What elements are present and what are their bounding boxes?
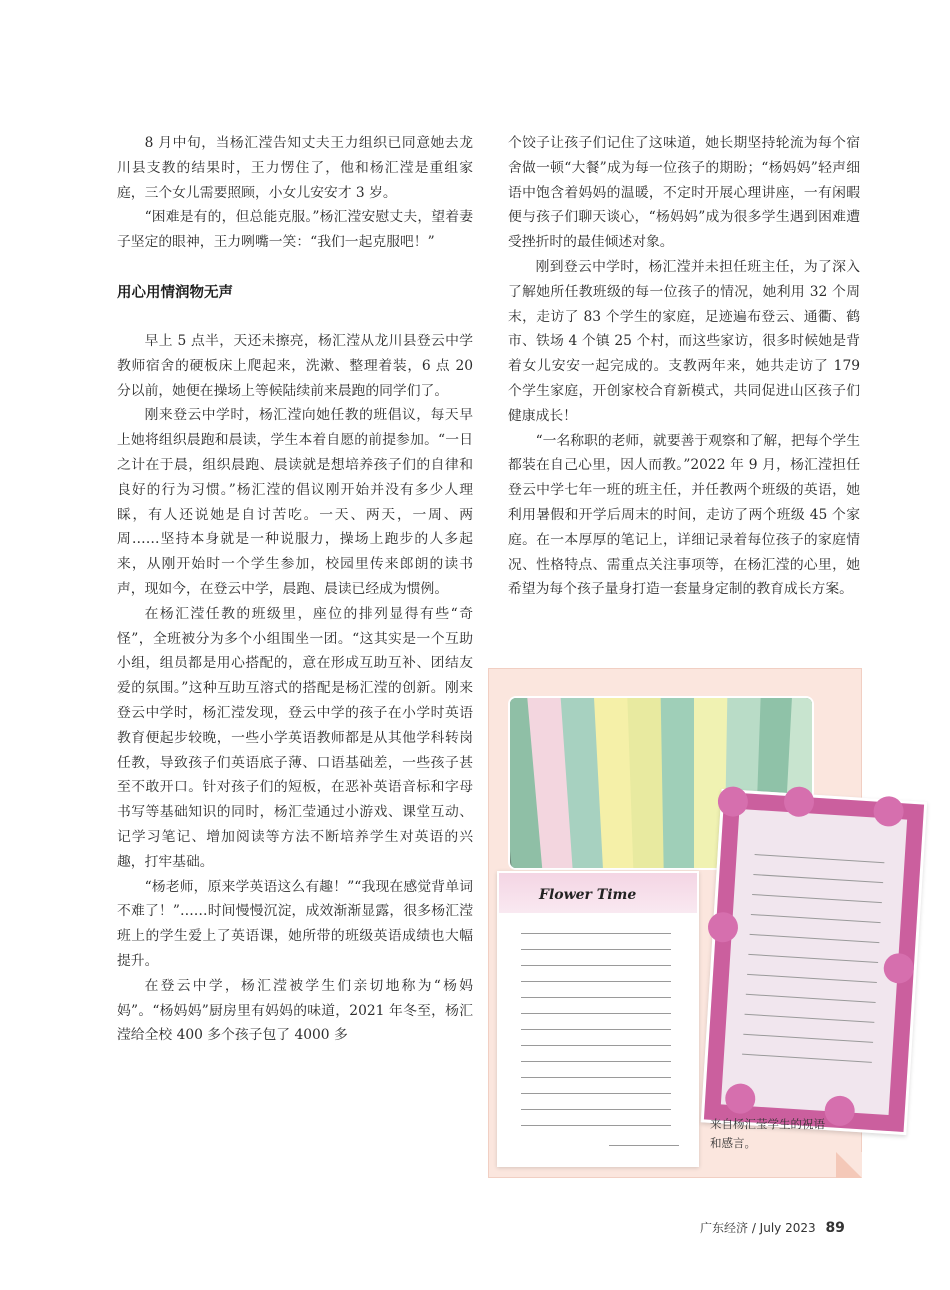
- photo-caption: 来自杨汇莹学生的祝语和感言。: [710, 1117, 825, 1150]
- paragraph: “杨老师，原来学英语这么有趣！”“我现在感觉背单词不难了！”……时间慢慢沉淀，成效渐渐显露，很多杨汇滢班上的学生爱上了英语课，她所带的班级英语成绩也大幅提升。: [117, 878, 473, 969]
- page-footer: [700, 1219, 845, 1236]
- paragraph: 刚来登云中学时，杨汇滢向她任教的班倡议，每天早上她将组织晨跑和晨读，学生本着自愿的前提参加。“一日之计在于晨，组织晨跑、晨读就是想培养孩子们的自律和良好的行为习惯。”杨汇滢的倡议刚开始并没有多少人理睬，有人还说她是自讨苦吃。一天、两天，一周、两周……坚持本身就是一种说服力，操场上跑步的人多起来，从刚开始时一个学生参加，校园里传来郎朗的读书声，现如今，在登云中学，晨跑、晨读已经成为惯例。: [117, 407, 473, 597]
- left-column: [117, 131, 473, 1048]
- paragraph: 在登云中学，杨汇滢被学生们亲切地称为“杨妈妈”。“杨妈妈”厨房里有妈妈的味道，2021 年冬至，杨汇滢给全校 400 多个孩子包了 4000 多: [117, 977, 473, 1044]
- paragraph: 刚到登云中学时，杨汇滢并未担任班主任，为了深入了解她所任教班级的每一位孩子的情况，她利用 32 个周末，走访了 83 个学生的家庭，足迹遍布登云、通衢、鹤市、铁场 4 个镇 25 个村，而这些家访，很多时候她是背着女儿安安一起完成的。支教两年来，她共走访了 179 个学生家庭，开创家校合育新模式，共同促进山区孩子们健康成长！: [508, 258, 860, 424]
- paragraph: 个饺子让孩子们记住了这味道，她长期坚持轮流为每个宿舍做一顿“大餐”成为每一位孩子的期盼；“杨妈妈”轻声细语中饱含着妈妈的温暖，不定时开展心理讲座，一有闲暇便与孩子们聊天谈心，“杨妈妈”成为很多学生遇到困难遭受挫折时的最佳倾述对象。: [508, 135, 860, 251]
- card-title: Flower Time: [539, 887, 637, 903]
- section-heading: 用心用情润物无声: [117, 284, 233, 301]
- flower-time-card: [497, 871, 699, 1167]
- page-number: 89: [825, 1220, 845, 1236]
- rose-letter-card: [701, 789, 928, 1135]
- paragraph: “困难是有的，但总能克服。”杨汇滢安慰丈夫，望着妻子坚定的眼神，王力咧嘴一笑：“我们一起克服吧！”: [117, 209, 473, 251]
- page-fold-decoration: [836, 1152, 862, 1178]
- paragraph: “一名称职的老师，就要善于观察和了解，把每个学生都装在自己心里，因人而教。”2022 年 9 月，杨汇滢担任登云中学七年一班的班主任，并任教两个班级的英语，她利用暑假和开学后周末的时间，走访了两个班级 45 个家庭。在一本厚厚的笔记上，详细记录着每位孩子的家庭情况、性格特点、需重点关注事项等，在杨汇滢的心里，她希望为每个孩子量身打造一套量身定制的教育成长方案。: [508, 432, 860, 598]
- magazine-issue: 广东经济 / July 2023: [700, 1221, 816, 1235]
- paragraph: 早上 5 点半，天还未擦亮，杨汇滢从龙川县登云中学教师宿舍的硬板床上爬起来，洗漱、整理着装，6 点 20 分以前，她便在操场上等候陆续前来晨跑的同学们了。: [117, 332, 473, 399]
- paragraph: 在杨汇滢任教的班级里，座位的排列显得有些“奇怪”，全班被分为多个小组围坐一团。“这其实是一个互助小组，组员都是用心搭配的，意在形成互助互补、团结友爱的氛围。”这种互助互溶式的搭配是杨汇滢的创新。刚来登云中学时，杨汇滢发现，登云中学的孩子在小学时英语教育便起步较晚，一些小学英语教师都是从其他学科转岗任教，导致孩子们英语底子薄、口语基础差，一些孩子甚至不敢开口。针对孩子们的短板，在恶补英语音标和字母书写等基础知识的同时，杨汇莹通过小游戏、课堂互动、记学习笔记、增加阅读等方法不断培养学生对英语的兴趣，打牢基础。: [117, 605, 473, 870]
- paragraph: 8 月中旬，当杨汇滢告知丈夫王力组织已同意她去龙川县支教的结果时，王力愣住了，他和杨汇滢是重组家庭，三个女儿需要照顾，小女儿安安才 3 岁。: [117, 135, 473, 201]
- right-column: [508, 131, 860, 602]
- photo-collage: [488, 668, 862, 1178]
